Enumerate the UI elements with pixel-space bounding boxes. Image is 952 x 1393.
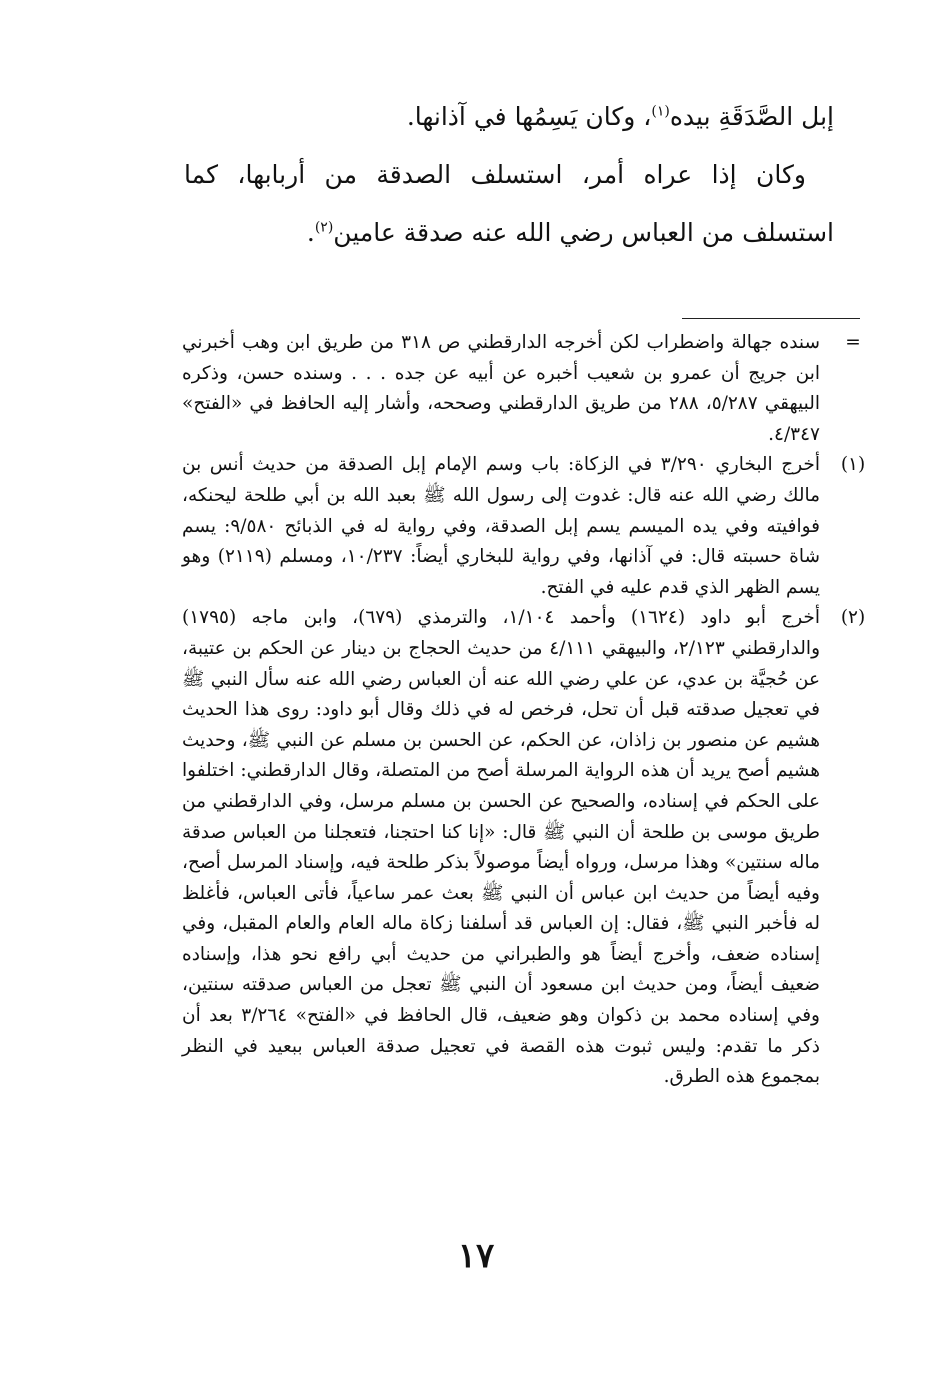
main-line-1: إبل الصَّدَقَةِ بيده [669,102,834,131]
footnote-2-text: أخرج أبو داود (١٦٢٤) وأحمد ١/١٠٤، والترمذي (٦٧٩)، وابن ماجه (١٧٩٥) والدارقطني ٢/١٢٣، والبيهقي ٤/١١١ من حديث الحجاج بن دينار عن الحكم بن عتيبة، عن حُجيَّة بن عدي، عن علي رضي الله عنه أن العباس رضي الله عنه سأل النبي ﷺ في تعجيل صدقته قبل أن تحل، فرخص له في ذلك وقال أبو داود: روى هذا الحديث هشيم عن منصور بن زاذان، عن الحكم، عن الحسن بن مسلم عن النبي ﷺ، وحديث هشيم أصح يريد أن هذه الرواية المرسلة أصح من المتصلة، وقال الدارقطني: اختلفوا على الحكم في إسناده، والصحيح عن الحسن بن مسلم مرسل، وفي الدارقطني من طريق موسى بن طلحة أن النبي ﷺ قال: «إنا كنا احتجنا، فتعجلنا من العباس صدقة ماله سنتين» وهذا مرسل، ورواه أيضاً موصولاً بذكر طلحة فيه، وإسناد المرسل أصح، وفيه أيضاً من حديث ابن عباس أن النبي ﷺ بعث عمر ساعياً، فأتى العباس، فأغلظ له فأخبر النبي ﷺ، فقال: إن العباس قد أسلفنا زكاة ماله العام والعام المقبل، وفي إسناده ضعف، وأخرج أيضاً هو والطبراني من حديث أبي رافع نحو هذا، وإسناده ضعيف أيضاً، ومن حديث ابن مسعود أن النبي ﷺ تعجل من العباس صدقته سنتين، وفي إسناده محمد بن ذكوان وهو ضعيف، قال الحافظ في «الفتح» ٣/٢٦٤ بعد أن ذكر ما تقدم: وليس ثبوت هذه القصة في تعجيل صدقة العباس ببعيد في النظر بمجموع هذه الطرق. [182,607,820,1088]
footnote-2-number: (٢) [840,607,866,629]
footnote-ref-1: (١) [651,103,670,120]
footnote-continuation-text: سنده جهالة واضطراب لكن أخرجه الدارقطني ص ٣١٨ من طريق ابن وهب أخبرني ابن جريج أن عمرو بن شعيب أخبره عن أبيه عن جده . . . وسنده حسن، وذكره البيهقي ٥/٢٨٧، ٢٨٨ من طريق الدارقطني وصححه، وأشار إليه الحافظ في «الفتح» ٤/٣٤٧. [182,332,820,445]
main-text [184,88,834,262]
footnote-continuation [182,328,882,450]
footnotes [182,328,882,1093]
footnote-1-number: (١) [840,454,866,476]
footnote-1-text: أخرج البخاري ٣/٢٩٠ في الزكاة: باب وسم الإمام إبل الصدقة من حديث أنس بن مالك رضي الله عنه قال: غدوت إلى رسول الله ﷺ بعبد الله بن أبي طلحة ليحنكه، فوافيته وفي يده الميسم يسم إبل الصدقة، وفي رواية له في الذبائح ٩/٥٨٠: يسم شاة حسبته قال: في آذانها، وفي رواية للبخاري أيضاً: ١٠/٢٣٧، ومسلم (٢١١٩) وهو يسم الظهر الذي قدم عليه في الفتح. [182,454,820,598]
main-paragraph-2-text: وكان إذا عراه أمر، استسلف الصدقة من أربابها، كما استسلف من العباس رضي الله عنه صدقة عامين [184,160,834,247]
footnote-separator [682,318,860,319]
main-paragraph-1 [184,88,834,146]
footnote-ref-2: (٢) [314,219,334,236]
main-paragraph-2-end: . [306,218,315,247]
main-paragraph-2 [184,146,834,262]
footnote-1 [182,450,882,603]
footnote-2 [182,603,882,1093]
page-number: ١٧ [457,1236,495,1276]
continuation-mark: = [845,332,861,353]
main-line-1-end: ، وكان يَسِمُها في آذانها. [406,102,652,131]
